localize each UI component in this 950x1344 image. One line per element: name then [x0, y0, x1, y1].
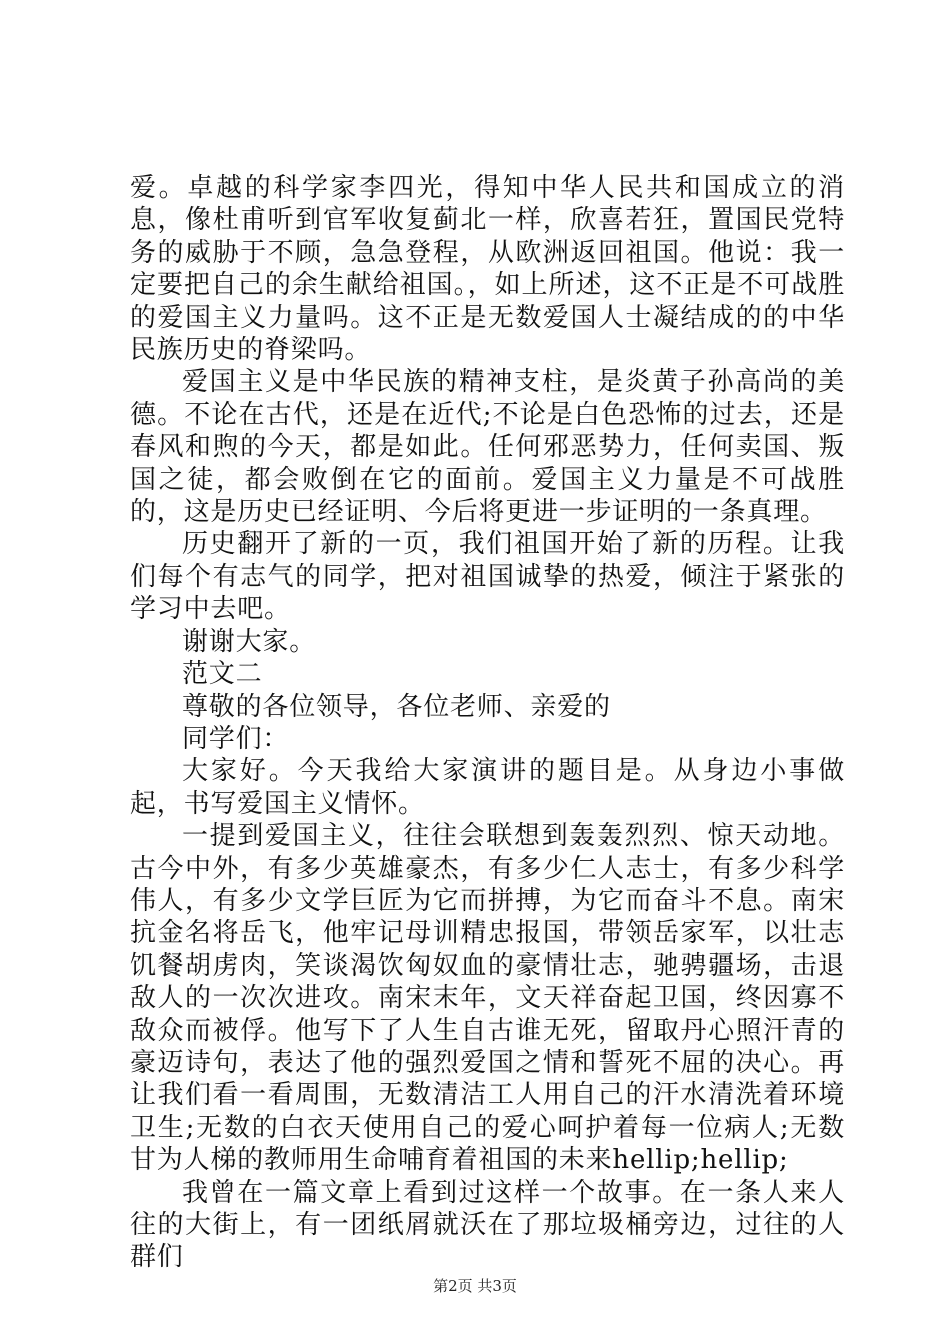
- salutation-line-2: 同学们：: [182, 723, 290, 754]
- paragraph-5: 大家好。今天我给大家演讲的题目是。从身边小事做起，书写爱国主义情怀。: [130, 756, 845, 819]
- salutation-line-1: 尊敬的各位领导，各位老师、亲爱的: [182, 691, 611, 722]
- section-heading: 范文二: [182, 659, 263, 690]
- page-number-footer: 第2页 共3页: [433, 1277, 517, 1295]
- paragraph-6: 一提到爱国主义，往往会联想到轰轰烈烈、惊天动地。古今中外，有多少英雄豪杰，有多少仁人志士，有多少科学伟人，有多少文学巨匠为它而拼搏，为它而奋斗不息。南宋抗金名将岳飞，他牢记母训精忠报国，带领岳家军，以壮志饥餐胡虏肉，笑谈渴饮匈奴血的豪情壮志，驰骋疆场，击退敌人的一次次进攻。南宋末年，文天祥奋起卫国，终因寡不敌众而被俘。他写下了人生自古谁无死，留取丹心照汗青的豪迈诗句，表达了他的强烈爱国之情和誓死不屈的决心。再让我们看一看周围，无数清洁工人用自己的汗水清洗着环境卫生;无数的白衣天使用自己的爱心呵护着每一位病人;无数甘为人梯的教师用生命哺育着祖国的未来hellip;hellip;: [130, 821, 845, 1176]
- paragraph-7: 我曾在一篇文章上看到过这样一个故事。在一条人来人往的大街上，有一团纸屑就沃在了那垃圾桶旁边，过往的人群们: [130, 1177, 845, 1273]
- paragraph-2: 爱国主义是中华民族的精神支柱，是炎黄子孙高尚的美德。不论在古代，还是在近代;不论是白色恐怖的过去，还是春风和煦的今天，都是如此。任何邪恶势力，任何卖国、叛国之徒，都会败倒在它的面前。爱国主义力量是不可战胜的，这是历史已经证明、今后将更进一步证明的一条真理。: [130, 367, 845, 528]
- paragraph-4: 谢谢大家。: [182, 626, 317, 657]
- paragraph-3: 历史翻开了新的一页，我们祖国开始了新的历程。让我们每个有志气的同学，把对祖国诚挚的热爱，倾注于紧张的学习中去吧。: [130, 529, 845, 625]
- document-body: [130, 172, 845, 1274]
- paragraph-1: 爱。卓越的科学家李四光，得知中华人民共和国成立的消息，像杜甫听到官军收复蓟北一样，欣喜若狂，置国民党特务的威胁于不顾，急急登程，从欧洲返回祖国。他说：我一定要把自己的余生献给祖国。，如上所述，这不正是不可战胜的爱国主义力量吗。这不正是无数爱国人士凝结成的的中华民族历史的脊梁吗。: [130, 173, 845, 366]
